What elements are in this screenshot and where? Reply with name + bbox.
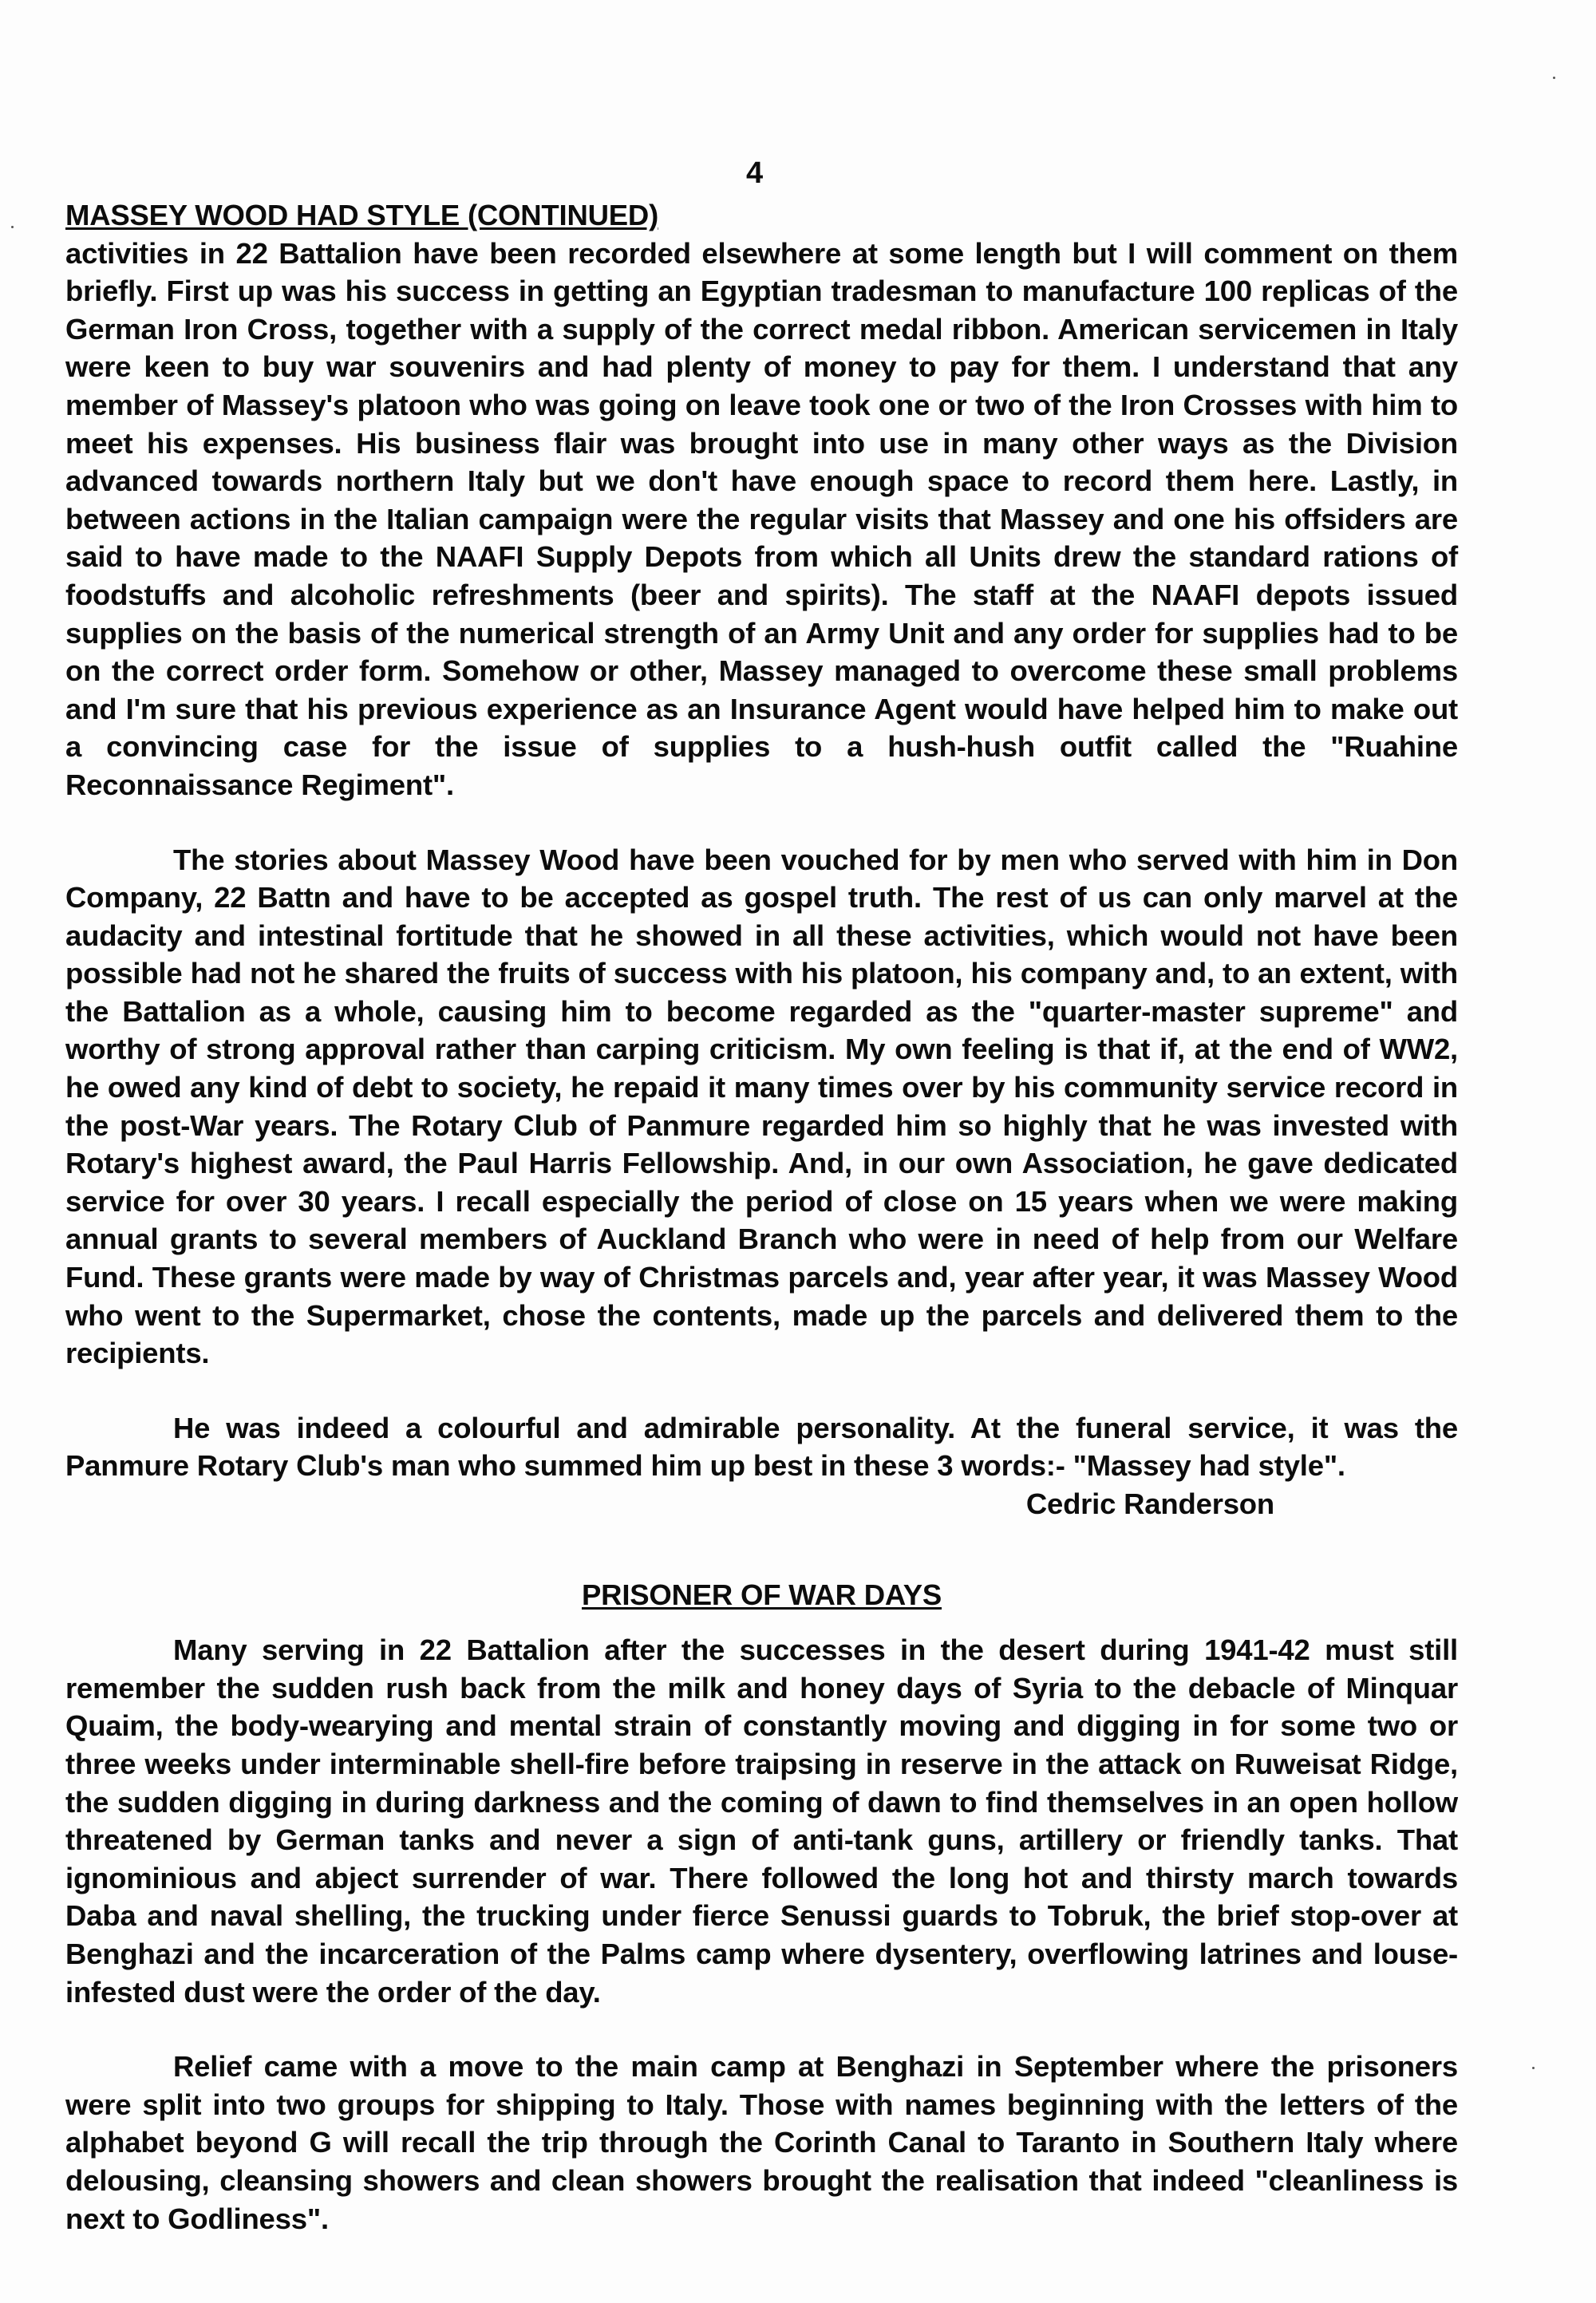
- paragraph-spacer: [65, 2011, 1458, 2048]
- scan-speck: [1532, 2067, 1535, 2069]
- article-paragraph: He was indeed a colourful and admirable personality. At the funeral service, it was the Panmure Rotary Club's man who summed him up best in these 3 words:- "Massey had style".: [65, 1411, 1458, 1483]
- paragraph-text: activities in 22 Battalion have been recorded elsewhere at some length but I will comment on them briefly. First up was his success in getting an Egyptian tradesman to manufacture 100 replicas of the German Iron Cross, together with a supply of the correct medal ribbon. American servicemen in Italy were keen to buy war souvenirs and had plenty of money to pay for them. I understand that any member of Massey's platoon who was going on leave took one or two of the Iron Crosses with him to meet his expenses. His business flair was brought into use in many other ways as the Division advanced towards northern Italy but we don't have enough space to record them here. Lastly, in between actions in the Italian campaign were the regular visits that Massey and one his offsiders are said to have made to the NAAFI Supply Depots from which all Units drew the standard rations of foodstuffs and alcoholic refreshments (beer and spirits). The staff at the NAAFI depots issued supplies on the basis of the numerical strength of an Army Unit and any order for supplies had to be on the correct order form. Somehow or other, Massey managed to overcome these small problems and I'm sure that his previous experience as an Insurance Agent would have helped him to make out a convincing case for the issue of supplies to a hush-hush outfit called the "Ruahine Reconnaissance Regiment".: [65, 236, 1458, 801]
- author-signature: Cedric Randerson: [1025, 1487, 1274, 1520]
- page-content: [65, 196, 1458, 2238]
- article-paragraph: Many serving in 22 Battalion after the successes in the desert during 1941-42 must still remember the sudden rush back from the milk and honey days of Syria to the debacle of Minquar Quaim, the body-wearying and mental strain of constantly moving and digging in for some two or three weeks under interminable shell-fire before traipsing in reserve in the attack on Ruweisat Ridge, the sudden digging in during darkness and the coming of dawn to find themselves in an open hollow threatened by German tanks and never a sign of anti-tank guns, artillery or friendly tanks. That ignominious and abject surrender of war. There followed the long hot and thirsty march towards Daba and naval shelling, the trucking under fierce Senussi guards to Tobruk, the brief stop-over at Benghazi and the incarceration of the Palms camp where dysentery, overflowing latrines and louse-infested dust were the order of the day.: [65, 1633, 1458, 2009]
- article-paragraph: The stories about Massey Wood have been vouched for by men who served with him in Don Company, 22 Battn and have to be accepted as gospel truth. The rest of us can only marvel at the audacity and intestinal fortitude that he showed in all these activities, which would not have been possible had not he shared the fruits of success with his platoon, his company and, to an extent, with the Battalion as a whole, causing him to become regarded as the "quarter-master supreme" and worthy of strong approval rather than carping criticism. My own feeling is that if, at the end of WW2, he owed any kind of debt to society, he repaid it many times over by his community service record in the post-War years. The Rotary Club of Panmure regarded him so highly that he was invested with Rotary's highest award, the Paul Harris Fellowship. And, in our own Association, he gave dedicated service for over 30 years. I recall especially the period of close on 15 years when we were making annual grants to several members of Auckland Branch who were in need of help from our Welfare Fund. These grants were made by way of Christmas parcels and, year after year, it was Massey Wood who went to the Supermarket, chose the contents, made up the parcels and delivered them to the recipients.: [65, 843, 1458, 1370]
- section-title: PRISONER OF WAR DAYS: [582, 1578, 942, 1611]
- section-spacer: [65, 1523, 1458, 1560]
- page-number: 4: [746, 156, 764, 190]
- article-paragraph: Relief came with a move to the main camp at Benghazi in September where the prisoners were split into two groups for shipping to Italy. Those with names beginning with the letters of the alphabet beyond G will recall the trip through the Corinth Canal to Taranto in Southern Italy where delousing, cleansing showers and clean showers brought the realisation that indeed "cleanliness is next to Godliness".: [65, 2050, 1458, 2235]
- scan-speck: [11, 226, 14, 228]
- article-title: MASSEY WOOD HAD STYLE (CONTINUED): [65, 199, 659, 231]
- paragraph-spacer: [65, 804, 1458, 841]
- article-prisoner-of-war: [65, 1576, 1458, 2238]
- paragraph-spacer: [65, 1373, 1458, 1409]
- article-paragraph: [65, 196, 1458, 804]
- scan-speck: [1553, 77, 1555, 79]
- article-massey-wood: [65, 196, 1458, 1523]
